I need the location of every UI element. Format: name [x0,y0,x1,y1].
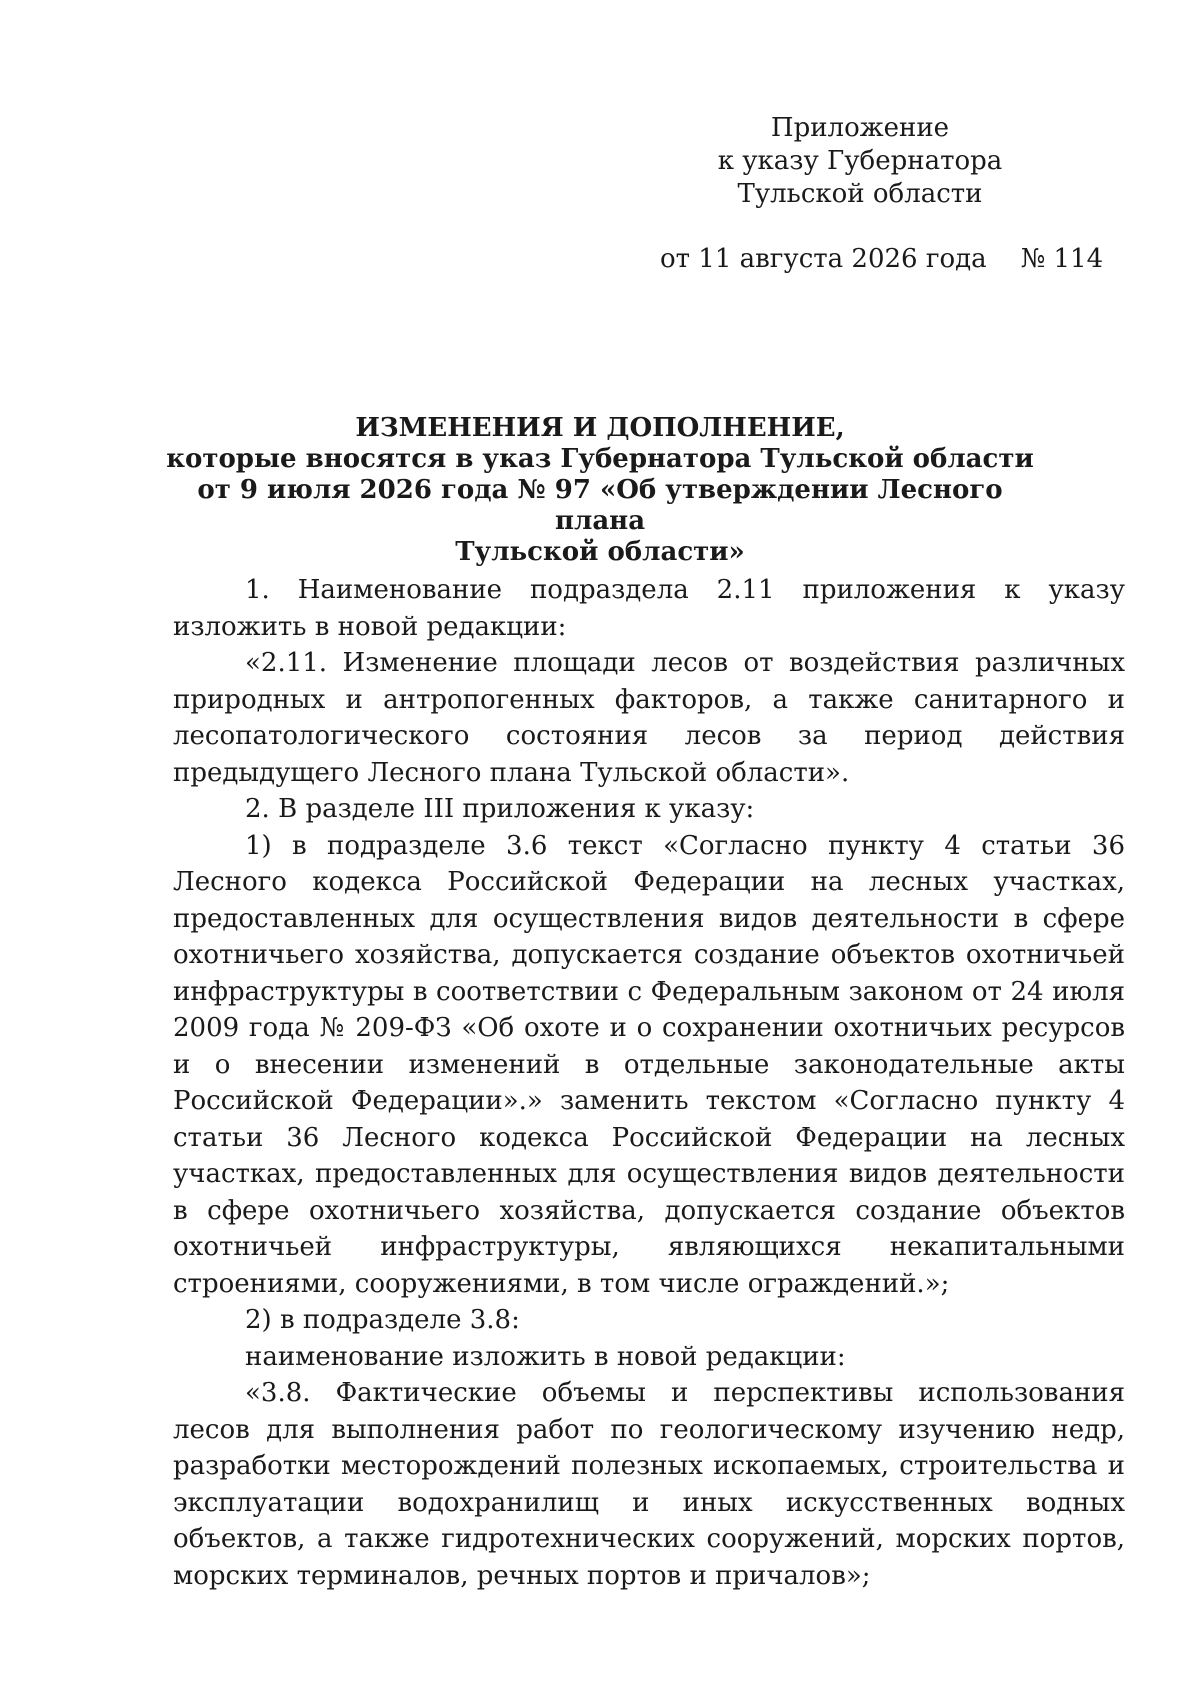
paragraph-4: 1) в подразделе 3.6 текст «Согласно пункту 4 статьи 36 Лесного кодекса Российской Федерации на лесных участках, предоставленных для осуществления видов деятельности в сфере охотничьего хозяйства, допускается создание объектов охотничьей инфраструктуры в соответствии с Федеральным законом от 24 июля 2009 года № 209-ФЗ «Об охоте и о сохранении охотничьих ресурсов и о внесении изменений в отдельные законодательные акты Российской Федерации».» заменить текстом «Согласно пункту 4 статьи 36 Лесного кодекса Российской Федерации на лесных участках, предоставленных для осуществления видов деятельности в сфере охотничьего хозяйства, допускается создание объектов охотничьей инфраструктуры, являющихся некапитальными строениями, сооружениями, в том числе ограждений.»; [173,830,1125,1299]
paragraph-3: 2. В разделе III приложения к указу: [245,794,755,824]
paragraph-2: «2.11. Изменение площади лесов от воздействия различных природных и антропогенных факторов, а также санитарного и лесопатологического состояния лесов за период действия предыдущего Лесного плана Тульской области». [173,648,1125,788]
appendix-header [700,112,1020,211]
paragraph-6: наименование изложить в новой редакции: [245,1341,846,1372]
document-body [173,572,1125,1594]
title-line-2: которые вносятся в указ Губернатора Тульской области [166,444,1034,474]
decree-date: от 11 августа 2026 года [660,244,987,274]
paragraph-7: «3.8. Фактические объемы и перспективы использования лесов для выполнения работ по геологическому изучению недр, разработки месторождений полезных ископаемых, строительства и эксплуатации водохранилищ и иных искусственных водных объектов, а также гидротехнических сооружений, морских портов, морских терминалов, речных портов и причалов»; [173,1378,1125,1591]
paragraph-5: 2) в подразделе 3.8: [245,1305,520,1335]
paragraph-1: 1. Наименование подраздела 2.11 приложения к указу изложить в новой редакции: [173,575,1125,642]
appendix-decree-ref: к указу Губернатора [717,146,1003,176]
appendix-region: Тульской области [737,179,983,209]
title-line-4: Тульской области» [455,537,745,567]
decree-number: № 114 [1020,244,1104,274]
document-title [160,413,1040,568]
title-line-3: от 9 июля 2026 года № 97 «Об утверждении Лесного плана [197,475,1003,536]
decree-date-line [660,243,1103,276]
appendix-label: Приложение [770,113,950,143]
title-line-1: ИЗМЕНЕНИЯ И ДОПОЛНЕНИЕ, [355,413,845,443]
